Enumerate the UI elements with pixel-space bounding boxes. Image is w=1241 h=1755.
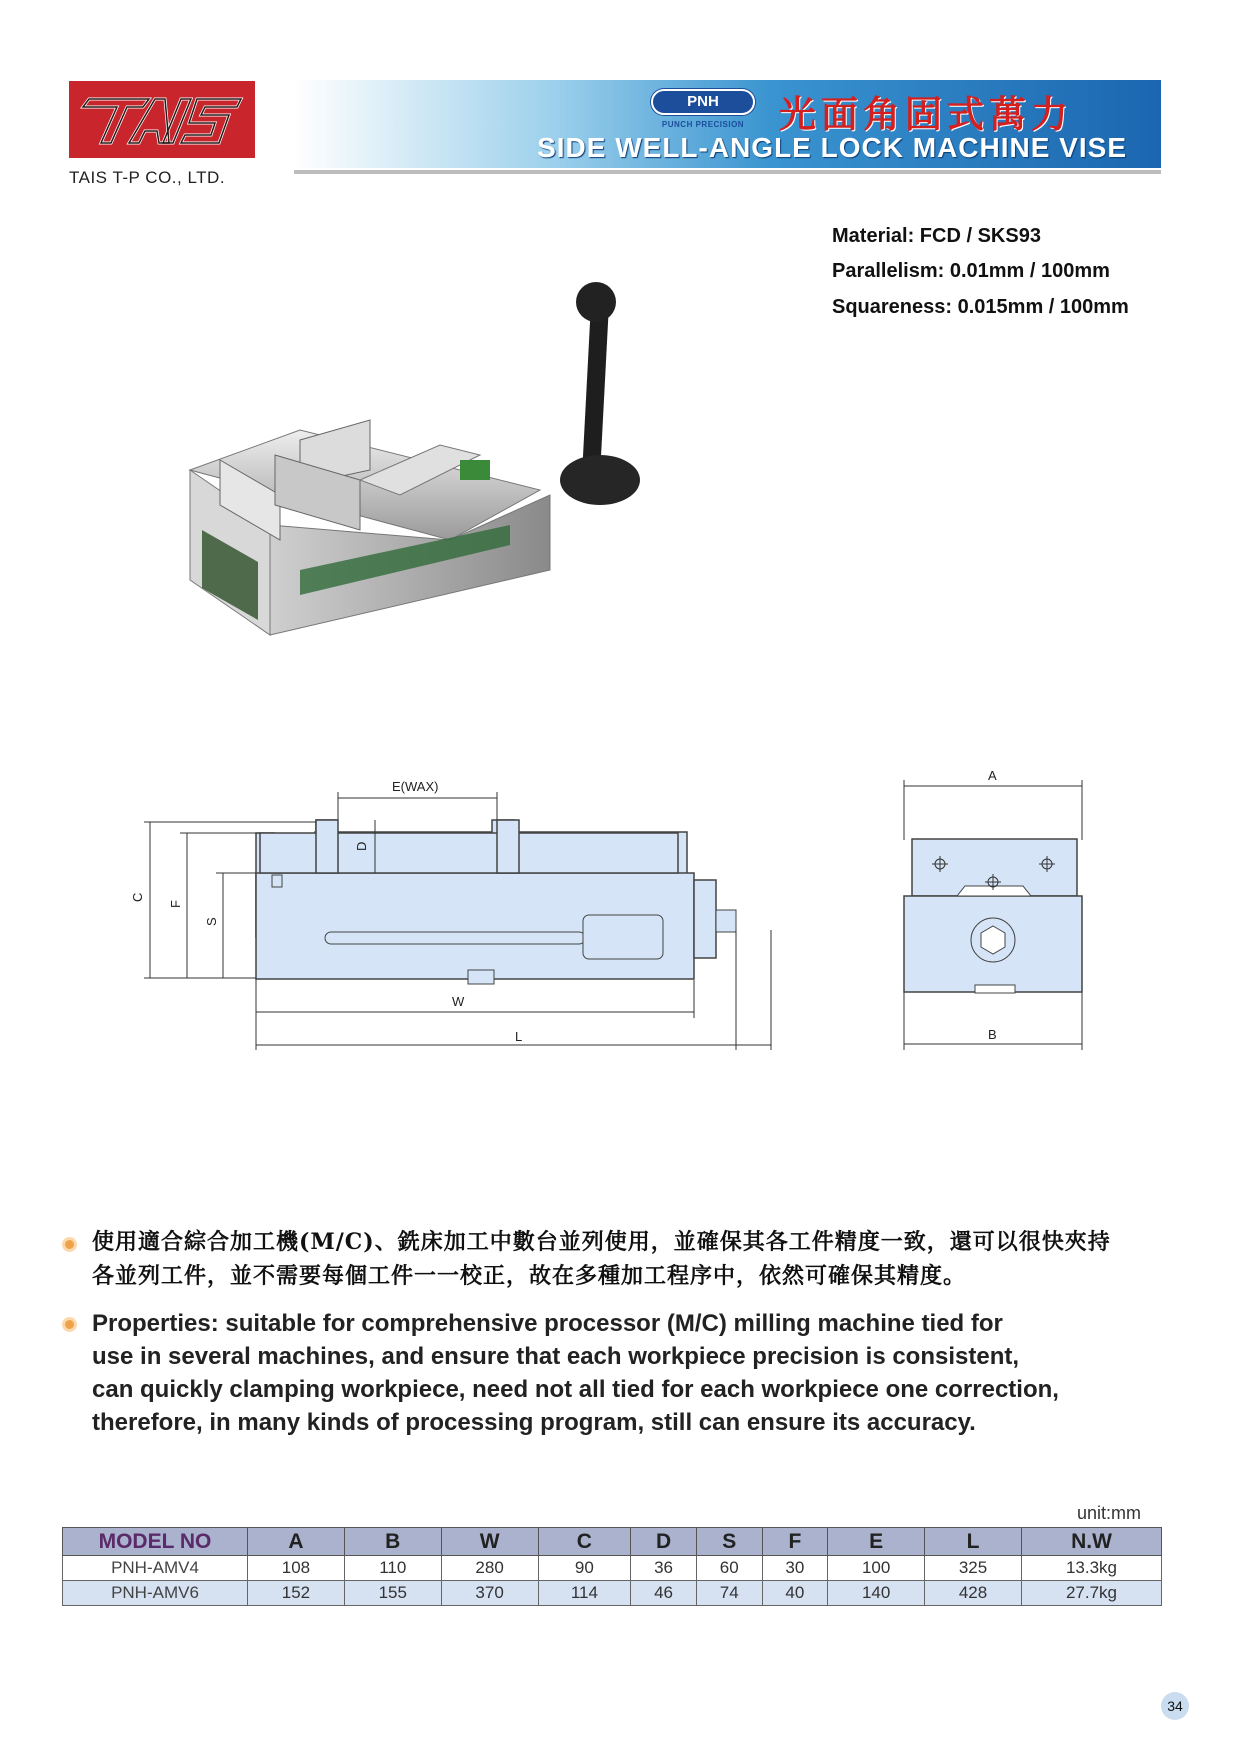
dim-label-f: F (168, 900, 183, 908)
bullet-icon (62, 1317, 77, 1332)
table-cell: 155 (344, 1581, 441, 1606)
tais-logo-mark (69, 81, 255, 158)
description-english-line: use in several machines, and ensure that each workpiece precision is consistent, (92, 1343, 1020, 1370)
spec-table (62, 1527, 1162, 1606)
table-cell: 100 (828, 1556, 925, 1581)
company-name: TAIS T-P CO., LTD. (69, 168, 226, 187)
table-cell: 325 (925, 1556, 1022, 1581)
table-cell: 36 (631, 1556, 697, 1581)
table-header-cell: MODEL NO (63, 1528, 248, 1556)
table-cell: 110 (344, 1556, 441, 1581)
dim-label-s: S (204, 917, 219, 926)
description-chinese-line1: 使用適合綜合加工機(M/C)、銑床加工中數台並列使用，並確保其各工件精度一致，還可以很快夾持 (92, 1229, 1111, 1255)
table-header-cell: E (828, 1528, 925, 1556)
table-cell: 13.3kg (1022, 1556, 1162, 1581)
description-chinese-line2: 各並列工件，並不需要每個工件一一校正，故在多種加工程序中，依然可確保其精度。 (92, 1263, 967, 1289)
company-logo (69, 81, 255, 158)
dim-label-d: D (354, 841, 369, 851)
table-cell: 114 (538, 1581, 631, 1606)
vise-product-image (180, 270, 650, 720)
table-header-cell: B (344, 1528, 441, 1556)
table-cell: 60 (696, 1556, 762, 1581)
table-header-cell: W (441, 1528, 538, 1556)
dim-label-e: E(WAX) (392, 779, 439, 794)
table-cell: 90 (538, 1556, 631, 1581)
table-header-cell: A (248, 1528, 345, 1556)
pnh-badge-subtitle: PUNCH PRECISION (661, 120, 745, 129)
dim-label-w: W (452, 994, 465, 1009)
table-unit: unit:mm (1077, 1503, 1142, 1523)
pnh-badge: PNH (651, 89, 755, 115)
table-cell: 108 (248, 1556, 345, 1581)
table-header-cell: N.W (1022, 1528, 1162, 1556)
description-english-line: therefore, in many kinds of processing program, still can ensure its accuracy. (92, 1409, 976, 1436)
title-chinese: 光面角固式萬力 (779, 92, 1073, 136)
table-row (63, 1556, 1162, 1581)
title-english: SIDE WELL-ANGLE LOCK MACHINE VISE (537, 132, 1127, 163)
description-english (92, 1307, 1192, 1439)
table-cell: 27.7kg (1022, 1581, 1162, 1606)
table-header-cell: C (538, 1528, 631, 1556)
table-cell: 370 (441, 1581, 538, 1606)
banner-underline (294, 170, 1161, 174)
spec-parallelism: Parallelism: 0.01mm / 100mm (832, 260, 1110, 282)
dim-label-a: A (988, 768, 997, 783)
description-chinese (92, 1225, 1172, 1293)
table-cell: PNH-AMV6 (63, 1581, 248, 1606)
front-view-drawing (895, 760, 1095, 1060)
table-cell: PNH-AMV4 (63, 1556, 248, 1581)
table-cell: 140 (828, 1581, 925, 1606)
table-cell: 280 (441, 1556, 538, 1581)
table-header-row (63, 1528, 1162, 1556)
table-row (63, 1581, 1162, 1606)
spec-material: Material: FCD / SKS93 (832, 225, 1041, 247)
dim-label-l: L (515, 1029, 523, 1044)
spec-squareness: Squareness: 0.015mm / 100mm (832, 296, 1129, 318)
table-cell: 30 (762, 1556, 828, 1581)
table-header-cell: L (925, 1528, 1022, 1556)
table-cell: 46 (631, 1581, 697, 1606)
table-header-cell: D (631, 1528, 697, 1556)
dim-label-b: B (988, 1027, 997, 1042)
table-cell: 40 (762, 1581, 828, 1606)
table-cell: 428 (925, 1581, 1022, 1606)
dim-label-c: C (130, 892, 145, 902)
description-english-line: can quickly clamping workpiece, need not all tied for each workpiece one correction, (92, 1376, 1059, 1403)
table-header-cell: S (696, 1528, 762, 1556)
page-number: 34 (1161, 1692, 1189, 1720)
table-cell: 152 (248, 1581, 345, 1606)
table-header-cell: F (762, 1528, 828, 1556)
table-cell: 74 (696, 1581, 762, 1606)
bullet-icon (62, 1237, 77, 1252)
side-view-drawing (120, 760, 800, 1060)
description-english-line: Properties: suitable for comprehensive processor (M/C) milling machine tied for (92, 1310, 1003, 1337)
